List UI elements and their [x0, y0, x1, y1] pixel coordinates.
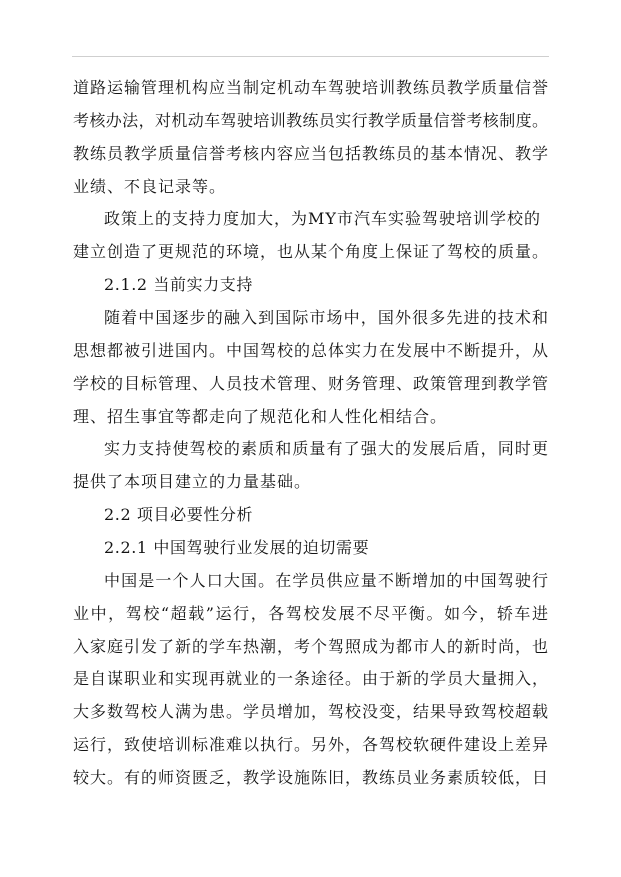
document-body [73, 72, 548, 795]
header-rule [72, 56, 549, 57]
text-line: 随着中国逐步的融入到国际市场中，国外很多先进的技术和 [104, 308, 548, 328]
text-line: 理、招生事宜等都走向了规范化和人性化相结合。 [73, 406, 448, 426]
text-line: 实力支持使驾校的素质和质量有了强大的发展后盾，同时更 [104, 439, 548, 459]
text-line: 建立创造了更规范的环境，也从某个角度上保证了驾校的质量。 [73, 242, 548, 262]
section-heading-2-2-1: 2.2.1 中国驾驶行业发展的迫切需要 [104, 538, 370, 558]
text-line: 业绩、不良记录等。 [73, 176, 227, 196]
text-line: 思想都被引进国内。中国驾校的总体实力在发展中不断提升，从 [73, 340, 548, 360]
section-heading-2-1-2: 2.1.2 当前实力支持 [104, 275, 253, 295]
paragraph-current-strength [73, 302, 548, 433]
text-line: 中国是一个人口大国。在学员供应量不断增加的中国驾驶行 [104, 570, 548, 590]
text-line: 考核办法，对机动车驾驶培训教练员实行教学质量信誉考核制度。 [73, 110, 548, 130]
paragraph-strength-foundation [73, 433, 548, 499]
text-line: 大多数驾校人满为患。学员增加，驾校没变，结果导致驾校超载 [73, 702, 548, 722]
text-line: 运行，致使培训标准难以执行。另外，各驾校软硬件建设上差异 [73, 735, 548, 755]
text-line: 学校的目标管理、人员技术管理、财务管理、政策管理到教学管 [73, 373, 548, 393]
text-line: 提供了本项目建立的力量基础。 [73, 472, 312, 492]
text-line: 教练员教学质量信誉考核内容应当包括教练员的基本情况、教学 [73, 143, 548, 163]
text-line: 入家庭引发了新的学车热潮，考个驾照成为都市人的新时尚，也 [73, 636, 548, 656]
text-line: 政策上的支持力度加大，为MY市汽车实验驾驶培训学校的 [104, 209, 541, 229]
paragraph-industry-need [73, 565, 548, 795]
paragraph-policy-support [73, 203, 548, 269]
text-line: 是自谋职业和实现再就业的一条途径。由于新的学员大量拥入， [73, 669, 548, 689]
text-line: 业中，驾校“超载”运行，各驾校发展不尽平衡。如今，轿车进 [73, 603, 548, 623]
paragraph-continued [73, 72, 548, 203]
section-heading-2-2: 2.2 项目必要性分析 [104, 505, 254, 525]
text-line: 较大。有的师资匮乏，教学设施陈旧，教练员业务素质较低，日 [73, 768, 548, 788]
text-line: 道路运输管理机构应当制定机动车驾驶培训教练员教学质量信誉 [73, 78, 548, 97]
